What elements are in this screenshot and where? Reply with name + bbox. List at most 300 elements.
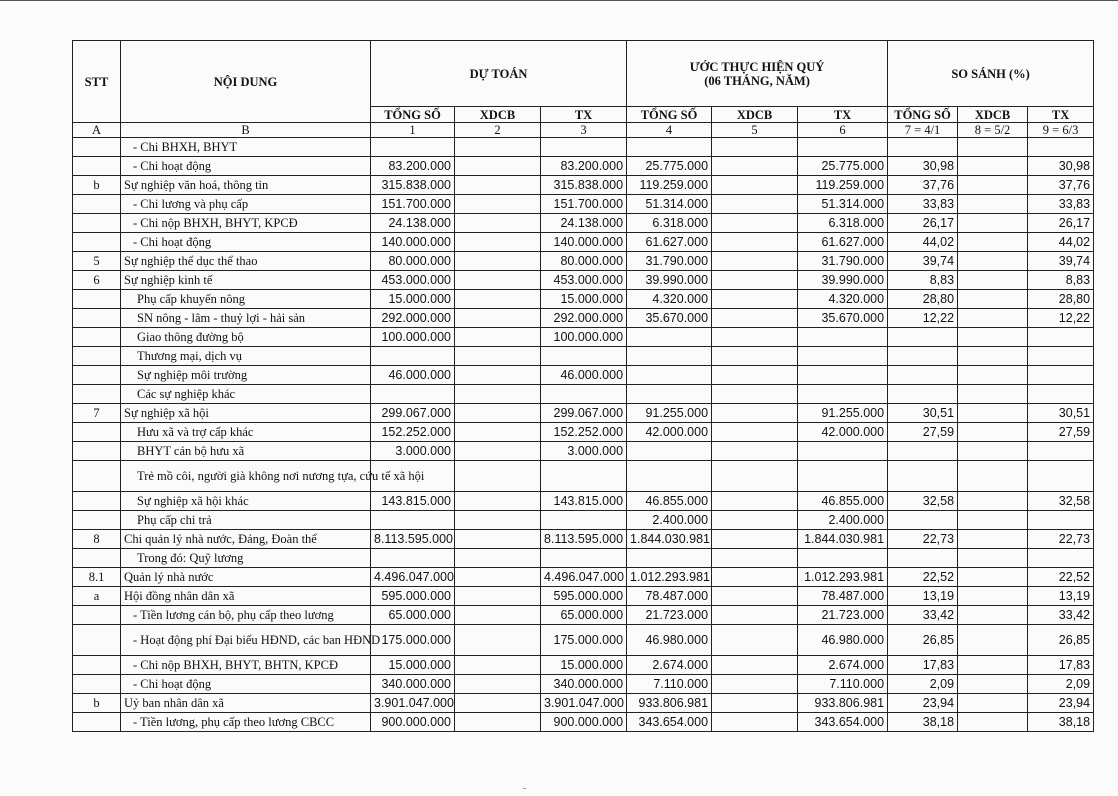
du-toan-tong-so-cell: 143.815.000 [371, 492, 455, 511]
du-toan-tx-cell: 46.000.000 [541, 366, 627, 385]
stt-cell [73, 233, 121, 252]
header-tong-so: TỔNG SỐ [627, 107, 712, 123]
du-toan-xdcb-cell [455, 176, 541, 195]
du-toan-tong-so-cell: 80.000.000 [371, 252, 455, 271]
so-sanh-xdcb-cell [958, 309, 1028, 328]
uoc-xdcb-cell [712, 694, 798, 713]
so-sanh-tong-so-cell: 13,19 [888, 587, 958, 606]
so-sanh-tong-so-cell [888, 385, 958, 404]
so-sanh-tx-cell [1028, 138, 1094, 157]
stt-cell [73, 157, 121, 176]
stt-cell [73, 214, 121, 233]
header-tx: TX [541, 107, 627, 123]
uoc-xdcb-cell [712, 347, 798, 366]
index-cell: 4 [627, 123, 712, 138]
uoc-tx-cell: 21.723.000 [798, 606, 888, 625]
du-toan-xdcb-cell [455, 195, 541, 214]
so-sanh-tong-so-cell: 2,09 [888, 675, 958, 694]
du-toan-tx-cell: 151.700.000 [541, 195, 627, 214]
so-sanh-tong-so-cell: 39,74 [888, 252, 958, 271]
content-cell: Hội đồng nhân dân xã [121, 587, 371, 606]
uoc-xdcb-cell [712, 176, 798, 195]
so-sanh-tong-so-cell: 17,83 [888, 656, 958, 675]
table-body [73, 138, 1094, 732]
uoc-tx-cell [798, 385, 888, 404]
so-sanh-xdcb-cell [958, 568, 1028, 587]
content-cell: Phụ cấp khuyến nông [121, 290, 371, 309]
uoc-tx-cell [798, 366, 888, 385]
du-toan-tx-cell: 15.000.000 [541, 290, 627, 309]
so-sanh-tong-so-cell: 12,22 [888, 309, 958, 328]
uoc-tx-cell [798, 328, 888, 347]
header-tx: TX [1028, 107, 1094, 123]
stt-cell [73, 347, 121, 366]
so-sanh-xdcb-cell [958, 530, 1028, 549]
stt-cell: 6 [73, 271, 121, 290]
index-cell: 6 [798, 123, 888, 138]
uoc-tx-cell: 42.000.000 [798, 423, 888, 442]
so-sanh-xdcb-cell [958, 271, 1028, 290]
uoc-xdcb-cell [712, 290, 798, 309]
du-toan-xdcb-cell [455, 366, 541, 385]
stt-cell [73, 366, 121, 385]
uoc-xdcb-cell [712, 492, 798, 511]
so-sanh-tx-cell [1028, 385, 1094, 404]
so-sanh-xdcb-cell [958, 625, 1028, 656]
uoc-xdcb-cell [712, 195, 798, 214]
uoc-xdcb-cell [712, 549, 798, 568]
table-row [73, 442, 1094, 461]
so-sanh-xdcb-cell [958, 385, 1028, 404]
so-sanh-tong-so-cell [888, 328, 958, 347]
stt-cell [73, 138, 121, 157]
uoc-xdcb-cell [712, 568, 798, 587]
du-toan-xdcb-cell [455, 309, 541, 328]
table-row [73, 694, 1094, 713]
uoc-tx-cell: 343.654.000 [798, 713, 888, 732]
so-sanh-xdcb-cell [958, 587, 1028, 606]
stt-cell [73, 549, 121, 568]
du-toan-xdcb-cell [455, 442, 541, 461]
table-row [73, 290, 1094, 309]
content-cell: Sự nghiệp môi trường [121, 366, 371, 385]
content-cell: - Chi nộp BHXH, BHYT, BHTN, KPCĐ [121, 656, 371, 675]
header-xdcb: XDCB [712, 107, 798, 123]
du-toan-tx-cell: 315.838.000 [541, 176, 627, 195]
header-uoc-thuc-hien-title: ƯỚC THỰC HIỆN QUÝ [689, 59, 825, 74]
du-toan-tong-so-cell: 15.000.000 [371, 290, 455, 309]
content-cell: Sự nghiệp xã hội khác [121, 492, 371, 511]
du-toan-tx-cell: 65.000.000 [541, 606, 627, 625]
stt-cell [73, 675, 121, 694]
uoc-xdcb-cell [712, 233, 798, 252]
du-toan-tong-so-cell: 83.200.000 [371, 157, 455, 176]
du-toan-xdcb-cell [455, 423, 541, 442]
content-cell: Hưu xã và trợ cấp khác [121, 423, 371, 442]
du-toan-xdcb-cell [455, 271, 541, 290]
so-sanh-tong-so-cell [888, 549, 958, 568]
uoc-tong-so-cell: 35.670.000 [627, 309, 712, 328]
du-toan-tong-so-cell: 8.113.595.000 [371, 530, 455, 549]
du-toan-tong-so-cell: 46.000.000 [371, 366, 455, 385]
stt-cell: 8 [73, 530, 121, 549]
du-toan-xdcb-cell [455, 606, 541, 625]
so-sanh-xdcb-cell [958, 176, 1028, 195]
du-toan-xdcb-cell [455, 713, 541, 732]
uoc-tong-so-cell [627, 366, 712, 385]
header-so-sanh: SO SÁNH (%) [888, 41, 1094, 107]
header-tong-so: TỔNG SỐ [888, 107, 958, 123]
so-sanh-tong-so-cell [888, 461, 958, 492]
stt-cell [73, 461, 121, 492]
uoc-xdcb-cell [712, 328, 798, 347]
table-row [73, 625, 1094, 656]
header-tx: TX [798, 107, 888, 123]
content-cell: SN nông - lâm - thuỷ lợi - hải sản [121, 309, 371, 328]
uoc-xdcb-cell [712, 404, 798, 423]
uoc-xdcb-cell [712, 656, 798, 675]
so-sanh-tx-cell: 23,94 [1028, 694, 1094, 713]
uoc-xdcb-cell [712, 252, 798, 271]
du-toan-tx-cell: 900.000.000 [541, 713, 627, 732]
table-row [73, 271, 1094, 290]
content-cell: - Tiền lương cán bộ, phụ cấp theo lương [121, 606, 371, 625]
stt-cell [73, 625, 121, 656]
uoc-xdcb-cell [712, 214, 798, 233]
du-toan-tx-cell: 140.000.000 [541, 233, 627, 252]
du-toan-xdcb-cell [455, 404, 541, 423]
content-cell: BHYT cán bộ hưu xã [121, 442, 371, 461]
so-sanh-xdcb-cell [958, 252, 1028, 271]
uoc-xdcb-cell [712, 423, 798, 442]
so-sanh-tx-cell [1028, 511, 1094, 530]
so-sanh-tx-cell: 22,73 [1028, 530, 1094, 549]
so-sanh-tx-cell: 26,17 [1028, 214, 1094, 233]
so-sanh-tong-so-cell: 27,59 [888, 423, 958, 442]
uoc-tx-cell: 25.775.000 [798, 157, 888, 176]
content-cell: Chi quản lý nhà nước, Đảng, Đoàn thể [121, 530, 371, 549]
so-sanh-tx-cell [1028, 328, 1094, 347]
stt-cell [73, 309, 121, 328]
du-toan-xdcb-cell [455, 138, 541, 157]
du-toan-xdcb-cell [455, 328, 541, 347]
stt-cell [73, 656, 121, 675]
so-sanh-tong-so-cell [888, 138, 958, 157]
du-toan-tx-cell: 24.138.000 [541, 214, 627, 233]
header-xdcb: XDCB [958, 107, 1028, 123]
uoc-tong-so-cell: 61.627.000 [627, 233, 712, 252]
uoc-xdcb-cell [712, 442, 798, 461]
table-row [73, 347, 1094, 366]
index-cell: A [73, 123, 121, 138]
du-toan-tx-cell: 15.000.000 [541, 656, 627, 675]
content-cell: Quản lý nhà nước [121, 568, 371, 587]
uoc-xdcb-cell [712, 625, 798, 656]
du-toan-tong-so-cell [371, 138, 455, 157]
du-toan-xdcb-cell [455, 290, 541, 309]
so-sanh-xdcb-cell [958, 214, 1028, 233]
index-cell: 3 [541, 123, 627, 138]
so-sanh-tong-so-cell: 28,80 [888, 290, 958, 309]
so-sanh-tong-so-cell: 22,73 [888, 530, 958, 549]
du-toan-xdcb-cell [455, 656, 541, 675]
so-sanh-tx-cell: 37,76 [1028, 176, 1094, 195]
du-toan-tx-cell: 340.000.000 [541, 675, 627, 694]
so-sanh-xdcb-cell [958, 404, 1028, 423]
header-noi-dung: NỘI DUNG [121, 41, 371, 123]
uoc-tx-cell: 1.844.030.981 [798, 530, 888, 549]
uoc-xdcb-cell [712, 309, 798, 328]
du-toan-tong-so-cell: 595.000.000 [371, 587, 455, 606]
table-row [73, 549, 1094, 568]
du-toan-xdcb-cell [455, 625, 541, 656]
so-sanh-tong-so-cell: 22,52 [888, 568, 958, 587]
uoc-tong-so-cell: 78.487.000 [627, 587, 712, 606]
stt-cell [73, 423, 121, 442]
uoc-xdcb-cell [712, 385, 798, 404]
content-cell: - Chi hoạt động [121, 233, 371, 252]
du-toan-tx-cell: 175.000.000 [541, 625, 627, 656]
uoc-tong-so-cell: 51.314.000 [627, 195, 712, 214]
du-toan-tong-so-cell: 299.067.000 [371, 404, 455, 423]
so-sanh-tong-so-cell: 26,17 [888, 214, 958, 233]
so-sanh-xdcb-cell [958, 511, 1028, 530]
so-sanh-tx-cell: 22,52 [1028, 568, 1094, 587]
du-toan-tx-cell: 595.000.000 [541, 587, 627, 606]
uoc-tong-so-cell: 343.654.000 [627, 713, 712, 732]
uoc-xdcb-cell [712, 511, 798, 530]
so-sanh-tx-cell: 44,02 [1028, 233, 1094, 252]
table-row [73, 366, 1094, 385]
so-sanh-tx-cell: 27,59 [1028, 423, 1094, 442]
du-toan-tx-cell: 143.815.000 [541, 492, 627, 511]
uoc-tong-so-cell: 39.990.000 [627, 271, 712, 290]
stt-cell [73, 492, 121, 511]
du-toan-tong-so-cell: 900.000.000 [371, 713, 455, 732]
uoc-xdcb-cell [712, 366, 798, 385]
table-row [73, 423, 1094, 442]
du-toan-xdcb-cell [455, 587, 541, 606]
uoc-tx-cell: 4.320.000 [798, 290, 888, 309]
so-sanh-tx-cell: 17,83 [1028, 656, 1094, 675]
table-row [73, 252, 1094, 271]
content-cell: - Chi nộp BHXH, BHYT, KPCĐ [121, 214, 371, 233]
du-toan-tx-cell [541, 138, 627, 157]
du-toan-tong-so-cell [371, 511, 455, 530]
du-toan-xdcb-cell [455, 157, 541, 176]
uoc-tong-so-cell [627, 549, 712, 568]
uoc-tx-cell: 7.110.000 [798, 675, 888, 694]
uoc-tong-so-cell [627, 461, 712, 492]
du-toan-tx-cell: 299.067.000 [541, 404, 627, 423]
so-sanh-xdcb-cell [958, 290, 1028, 309]
so-sanh-tx-cell: 13,19 [1028, 587, 1094, 606]
uoc-tx-cell [798, 347, 888, 366]
so-sanh-tx-cell: 30,51 [1028, 404, 1094, 423]
table-row [73, 675, 1094, 694]
table-row [73, 309, 1094, 328]
so-sanh-tong-so-cell [888, 442, 958, 461]
so-sanh-tong-so-cell: 30,51 [888, 404, 958, 423]
so-sanh-tx-cell: 33,83 [1028, 195, 1094, 214]
table-row [73, 385, 1094, 404]
content-cell: Trong đó: Quỹ lương [121, 549, 371, 568]
table-row [73, 404, 1094, 423]
so-sanh-tx-cell: 32,58 [1028, 492, 1094, 511]
stt-cell [73, 385, 121, 404]
uoc-tx-cell: 46.980.000 [798, 625, 888, 656]
stt-cell: a [73, 587, 121, 606]
so-sanh-xdcb-cell [958, 195, 1028, 214]
so-sanh-xdcb-cell [958, 138, 1028, 157]
content-cell: - Chi lương và phụ cấp [121, 195, 371, 214]
du-toan-tong-so-cell: 151.700.000 [371, 195, 455, 214]
index-cell: B [121, 123, 371, 138]
uoc-tx-cell: 31.790.000 [798, 252, 888, 271]
uoc-tong-so-cell: 21.723.000 [627, 606, 712, 625]
uoc-tong-so-cell [627, 347, 712, 366]
uoc-tong-so-cell [627, 385, 712, 404]
table-row [73, 587, 1094, 606]
so-sanh-tx-cell: 39,74 [1028, 252, 1094, 271]
so-sanh-tx-cell: 2,09 [1028, 675, 1094, 694]
so-sanh-xdcb-cell [958, 423, 1028, 442]
uoc-tx-cell [798, 549, 888, 568]
uoc-tong-so-cell: 4.320.000 [627, 290, 712, 309]
uoc-tx-cell: 51.314.000 [798, 195, 888, 214]
uoc-tx-cell: 2.674.000 [798, 656, 888, 675]
header-stt: STT [73, 41, 121, 123]
so-sanh-tong-so-cell: 44,02 [888, 233, 958, 252]
so-sanh-tx-cell: 26,85 [1028, 625, 1094, 656]
du-toan-tong-so-cell: 4.496.047.000 [371, 568, 455, 587]
so-sanh-tx-cell: 28,80 [1028, 290, 1094, 309]
so-sanh-tong-so-cell [888, 366, 958, 385]
table-row [73, 195, 1094, 214]
so-sanh-xdcb-cell [958, 347, 1028, 366]
uoc-tx-cell: 61.627.000 [798, 233, 888, 252]
du-toan-xdcb-cell [455, 675, 541, 694]
du-toan-tong-so-cell: 453.000.000 [371, 271, 455, 290]
uoc-xdcb-cell [712, 713, 798, 732]
content-cell: Giao thông đường bộ [121, 328, 371, 347]
uoc-tx-cell: 39.990.000 [798, 271, 888, 290]
so-sanh-tx-cell [1028, 366, 1094, 385]
index-cell: 1 [371, 123, 455, 138]
stt-cell [73, 290, 121, 309]
so-sanh-tx-cell: 33,42 [1028, 606, 1094, 625]
stt-cell [73, 328, 121, 347]
content-cell: Trẻ mồ côi, người già không nơi nương tựa, cứu tế xã hội [121, 461, 371, 492]
du-toan-tx-cell: 8.113.595.000 [541, 530, 627, 549]
content-cell: - Chi BHXH, BHYT [121, 138, 371, 157]
du-toan-xdcb-cell [455, 694, 541, 713]
content-cell: - Chi hoạt động [121, 675, 371, 694]
du-toan-xdcb-cell [455, 492, 541, 511]
so-sanh-tong-so-cell [888, 347, 958, 366]
content-cell: Sự nghiệp xã hội [121, 404, 371, 423]
du-toan-tx-cell [541, 347, 627, 366]
uoc-xdcb-cell [712, 530, 798, 549]
uoc-xdcb-cell [712, 271, 798, 290]
du-toan-tong-so-cell: 340.000.000 [371, 675, 455, 694]
so-sanh-xdcb-cell [958, 442, 1028, 461]
du-toan-xdcb-cell [455, 347, 541, 366]
so-sanh-xdcb-cell [958, 656, 1028, 675]
uoc-tong-so-cell: 46.855.000 [627, 492, 712, 511]
stt-cell: 5 [73, 252, 121, 271]
uoc-xdcb-cell [712, 138, 798, 157]
so-sanh-tx-cell [1028, 442, 1094, 461]
du-toan-tong-so-cell [371, 347, 455, 366]
uoc-tx-cell: 1.012.293.981 [798, 568, 888, 587]
uoc-tong-so-cell: 2.674.000 [627, 656, 712, 675]
so-sanh-tx-cell: 12,22 [1028, 309, 1094, 328]
so-sanh-tong-so-cell: 23,94 [888, 694, 958, 713]
index-cell: 5 [712, 123, 798, 138]
uoc-tong-so-cell [627, 138, 712, 157]
content-cell: Thương mại, dịch vụ [121, 347, 371, 366]
top-rule [0, 0, 1118, 1]
header-uoc-thuc-hien [627, 41, 888, 107]
index-cell: 7 = 4/1 [888, 123, 958, 138]
stt-cell [73, 442, 121, 461]
so-sanh-tong-so-cell: 30,98 [888, 157, 958, 176]
table-row [73, 606, 1094, 625]
table-row [73, 656, 1094, 675]
du-toan-tong-so-cell: 24.138.000 [371, 214, 455, 233]
so-sanh-xdcb-cell [958, 713, 1028, 732]
uoc-xdcb-cell [712, 157, 798, 176]
so-sanh-tong-so-cell: 37,76 [888, 176, 958, 195]
content-cell: - Hoạt động phí Đại biểu HĐND, các ban HĐND [121, 625, 371, 656]
table-row [73, 461, 1094, 492]
index-cell: 8 = 5/2 [958, 123, 1028, 138]
so-sanh-tx-cell [1028, 549, 1094, 568]
uoc-tx-cell [798, 138, 888, 157]
content-cell: Sự nghiệp văn hoá, thông tin [121, 176, 371, 195]
uoc-tong-so-cell: 119.259.000 [627, 176, 712, 195]
index-cell: 9 = 6/3 [1028, 123, 1094, 138]
so-sanh-xdcb-cell [958, 233, 1028, 252]
so-sanh-tong-so-cell: 26,85 [888, 625, 958, 656]
du-toan-tx-cell: 100.000.000 [541, 328, 627, 347]
stt-cell: 7 [73, 404, 121, 423]
du-toan-tong-so-cell: 152.252.000 [371, 423, 455, 442]
du-toan-tx-cell [541, 511, 627, 530]
stt-cell: 8.1 [73, 568, 121, 587]
du-toan-xdcb-cell [455, 214, 541, 233]
table-row [73, 176, 1094, 195]
du-toan-xdcb-cell [455, 252, 541, 271]
uoc-tx-cell: 46.855.000 [798, 492, 888, 511]
header-tong-so: TỔNG SỐ [371, 107, 455, 123]
du-toan-tong-so-cell: 140.000.000 [371, 233, 455, 252]
table-row [73, 530, 1094, 549]
so-sanh-xdcb-cell [958, 606, 1028, 625]
uoc-tx-cell: 119.259.000 [798, 176, 888, 195]
du-toan-tong-so-cell: 3.901.047.000 [371, 694, 455, 713]
uoc-tx-cell: 35.670.000 [798, 309, 888, 328]
table-row [73, 214, 1094, 233]
du-toan-tx-cell: 3.000.000 [541, 442, 627, 461]
so-sanh-tong-so-cell [888, 511, 958, 530]
du-toan-tx-cell: 292.000.000 [541, 309, 627, 328]
stt-cell [73, 511, 121, 530]
uoc-tx-cell: 933.806.981 [798, 694, 888, 713]
header-du-toan: DỰ TOÁN [371, 41, 627, 107]
stt-cell: b [73, 694, 121, 713]
